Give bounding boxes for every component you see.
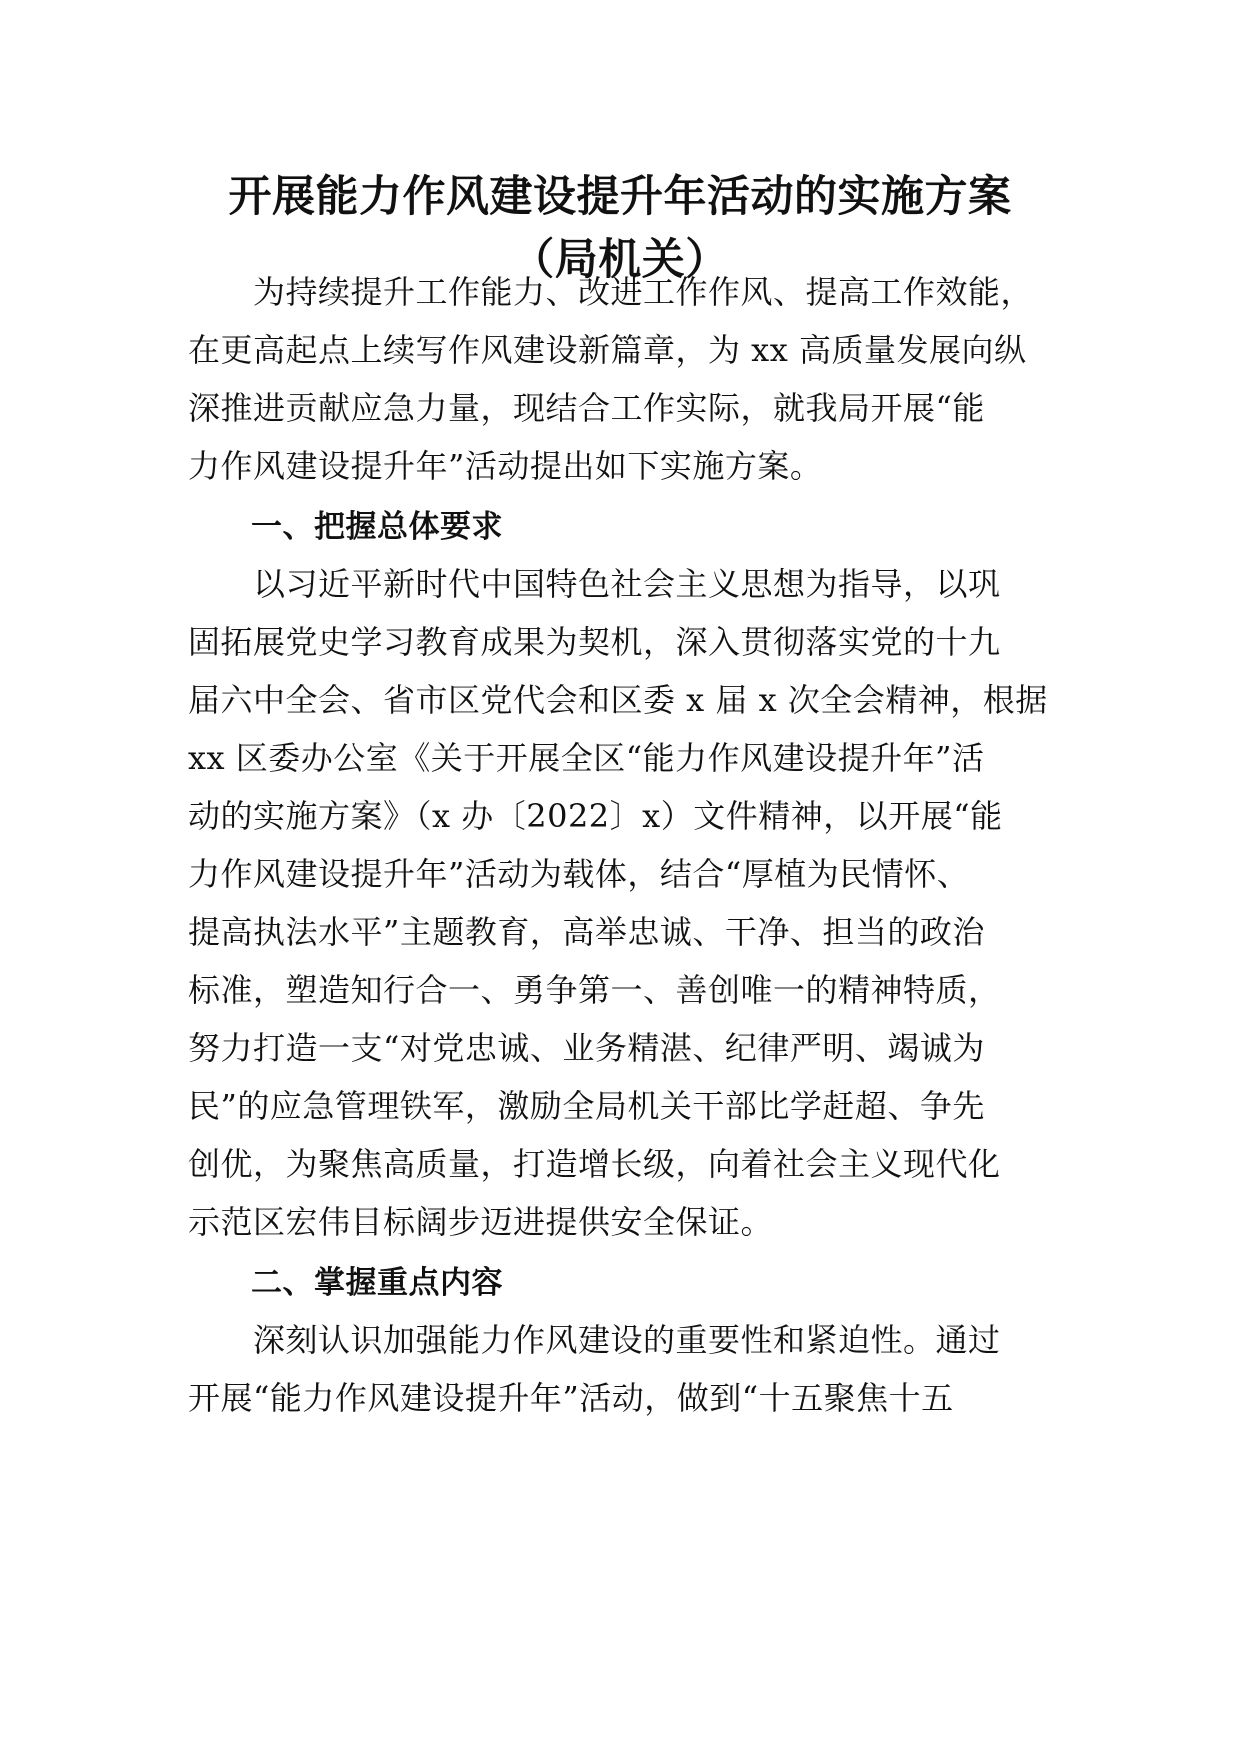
paragraph-line: 民”的应急管理铁军，激励全局机关干部比学赶超、争先 <box>188 1087 985 1125</box>
paragraph-line: 努力打造一支“对党忠诚、业务精湛、纪律严明、竭诚为 <box>188 1029 985 1067</box>
paragraph-line: xx 区委办公室《关于开展全区“能力作风建设提升年”活 <box>188 739 985 777</box>
paragraph-line: 示范区宏伟目标阔步迈进提供安全保证。 <box>188 1203 774 1241</box>
paragraph-line: 提高执法水平”主题教育，高举忠诚、干净、担当的政治 <box>188 913 985 951</box>
paragraph-line: 力作风建设提升年”活动提出如下实施方案。 <box>188 447 823 485</box>
paragraph-line: 以习近平新时代中国特色社会主义思想为指导，以巩 <box>188 565 1001 603</box>
paragraph-line: 在更高起点上续写作风建设新篇章，为 xx 高质量发展向纵 <box>188 331 1027 369</box>
paragraph-line: 力作风建设提升年”活动为载体，结合“厚植为民情怀、 <box>188 855 970 893</box>
section-heading-2: 二、掌握重点内容 <box>188 1265 503 1301</box>
paragraph-line: 创优，为聚焦高质量，打造增长级，向着社会主义现代化 <box>188 1145 1001 1183</box>
paragraph-line: 为持续提升工作能力、改进工作作风、提高工作效能， <box>188 273 1034 311</box>
paragraph-line: 标准，塑造知行合一、勇争第一、善创唯一的精神特质， <box>188 971 1001 1009</box>
paragraph-line: 深刻认识加强能力作风建设的重要性和紧迫性。通过 <box>188 1321 1001 1359</box>
paragraph-line: 动的实施方案》（x 办〔2022〕x）文件精神，以开展“能 <box>188 797 1003 835</box>
paragraph-line: 固拓展党史学习教育成果为契机，深入贯彻落实党的十九 <box>188 623 1001 661</box>
document-subtitle: （局机关） <box>511 235 729 285</box>
document-title: 开展能力作风建设提升年活动的实施方案 <box>228 172 1012 222</box>
section-heading-1: 一、把握总体要求 <box>188 509 503 545</box>
paragraph-line: 届六中全会、省市区党代会和区委 x 届 x 次全会精神，根据 <box>188 681 1048 719</box>
paragraph-line: 深推进贡献应急力量，现结合工作实际，就我局开展“能 <box>188 389 985 427</box>
paragraph-line: 开展“能力作风建设提升年”活动，做到“十五聚焦十五 <box>188 1379 954 1417</box>
